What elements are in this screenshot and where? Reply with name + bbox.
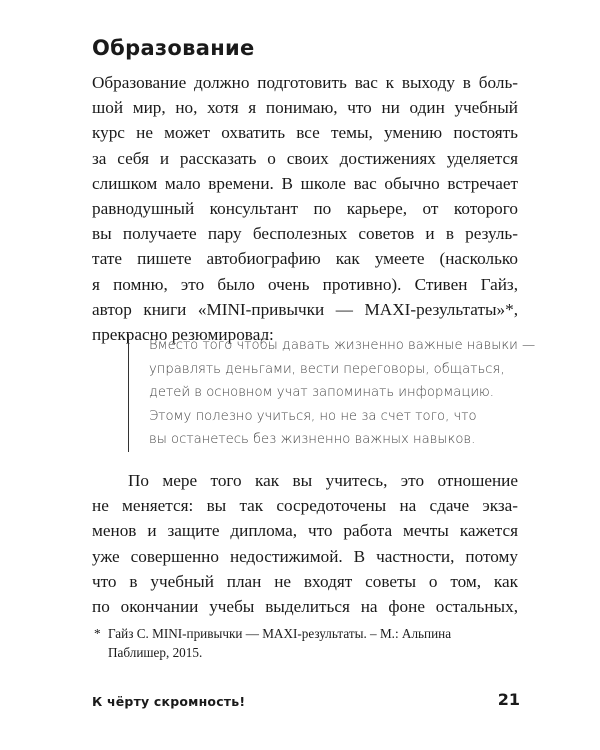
- section-heading: Образование: [92, 36, 255, 60]
- text-line: Образование должно подготовить вас к выходу в боль-: [92, 73, 518, 92]
- text-line: я помню, это было очень противно). Стивен Гайз,: [92, 274, 518, 294]
- text-line: вы получаете пару бесполезных советов и в резуль-: [92, 224, 518, 244]
- text-line: уже совершенно недостижимой. В частности, потому: [92, 546, 518, 566]
- text-line: менов и защите диплома, что работа мечты кажется: [92, 521, 518, 541]
- running-title: К чёрту скромность!: [92, 694, 246, 709]
- text-line: за себя и рассказать о своих достижениях уделяется: [92, 148, 518, 168]
- quote-line: вы останетесь без жизненно важных навыков.: [149, 432, 476, 448]
- text-line: по окончании учебы выделиться на фоне остальных,: [92, 597, 518, 617]
- footnote: [94, 624, 528, 662]
- footnote-marker: *: [94, 626, 101, 641]
- block-quote: [128, 334, 536, 452]
- quote-line: Этому полезно учиться, но не за счет того, что: [149, 408, 477, 424]
- text-line: равнодушный консультант по карьере, от которого: [92, 199, 518, 219]
- footnote-line: Паблишер, 2015.: [108, 645, 203, 660]
- text-line: что в учебный план не входят советы о том, как: [92, 571, 518, 591]
- body-paragraph-2: [92, 468, 518, 619]
- text-line: прекрасно резюмировал:: [92, 325, 274, 345]
- quote-line: управлять деньгами, вести переговоры, общаться,: [149, 361, 505, 377]
- quote-line: детей в основном учат запоминать информацию.: [149, 385, 494, 401]
- text-line: слишком мало времени. В школе вас обычно встречает: [92, 173, 518, 193]
- text-line: автор книги «MINI-привычки — MAXI-результаты»*,: [92, 299, 518, 319]
- footnote-line: Гайз С. MINI-привычки — MAXI-результаты. – М.: Альпина: [108, 626, 452, 641]
- page-number: 21: [497, 690, 520, 709]
- text-line: По мере того как вы учитесь, это отношение: [128, 471, 518, 490]
- body-paragraph-1: [92, 70, 518, 347]
- text-line: не меняется: вы так сосредоточены на сдаче экза-: [92, 496, 518, 516]
- text-line: тате пишете автобиографию как умеете (насколько: [92, 249, 518, 269]
- quote-line: Вместо того чтобы давать жизненно важные навыки —: [149, 338, 536, 353]
- text-line: курс не может охватить все темы, умению постоять: [92, 123, 518, 143]
- text-line: шой мир, но, хотя я понимаю, что ни один учебный: [92, 98, 518, 118]
